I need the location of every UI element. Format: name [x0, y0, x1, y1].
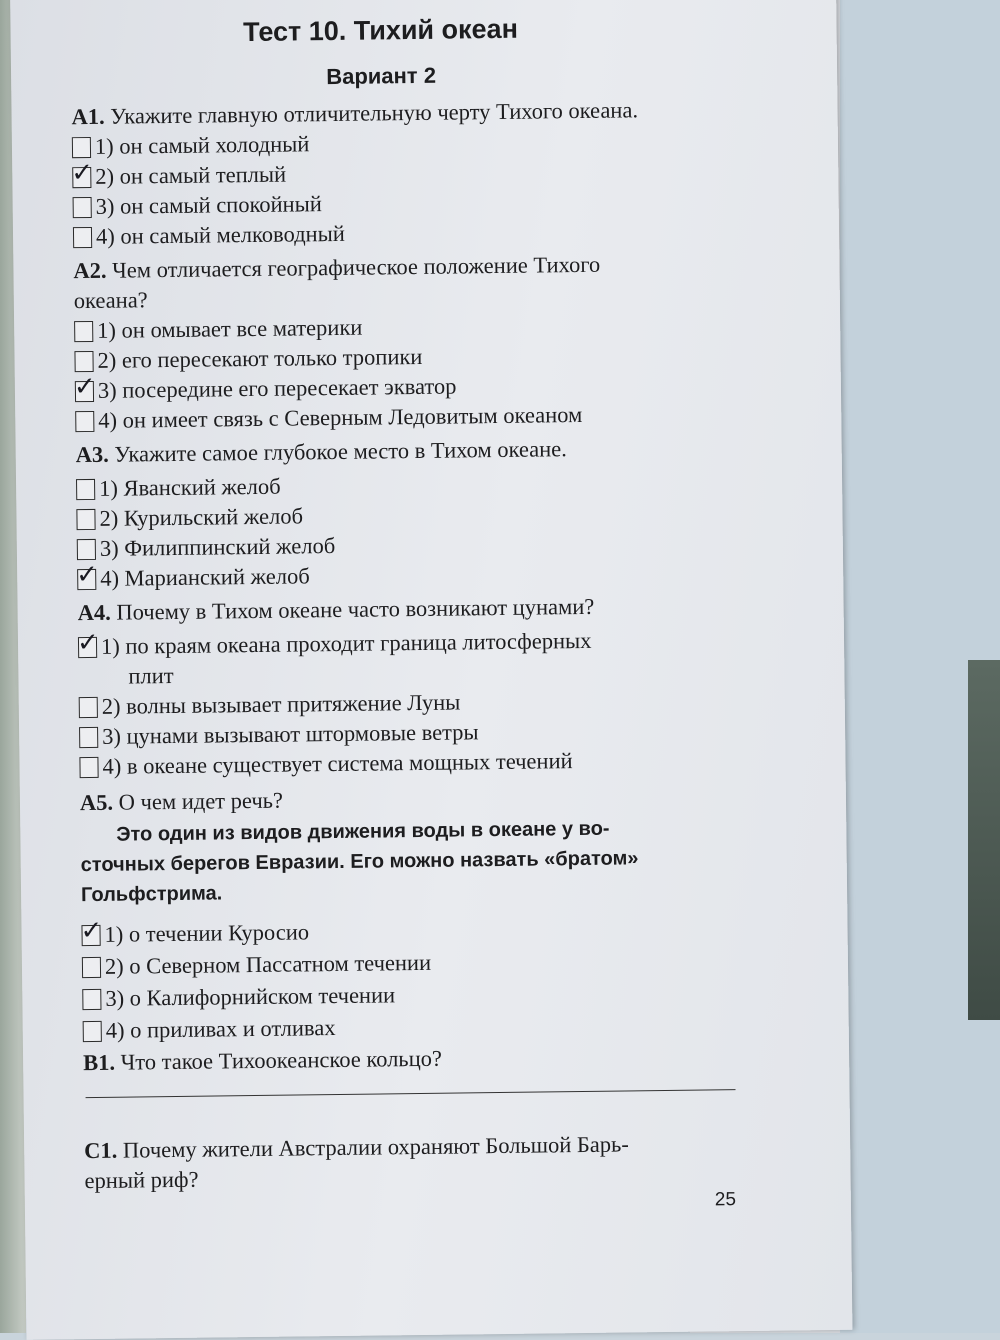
page-number: 25	[714, 1189, 737, 1211]
checkmark-icon: ✓	[75, 559, 99, 590]
checkmark-icon: ✓	[73, 371, 96, 402]
question-a3: А3. Укажите самое глубокое место в Тихом океане.	[75, 436, 567, 468]
option-a1-3[interactable]: 3) он самый спокойный	[73, 189, 322, 222]
checkbox[interactable]	[76, 508, 95, 529]
passage-line-1: Это один из видов движения воды в океане у во-	[116, 817, 610, 846]
option-a4-4[interactable]: 4) в океане существует система мощных течений	[79, 746, 572, 782]
question-a1: А1. Укажите главную отличительную черту Тихого океана.	[71, 97, 639, 130]
checkbox[interactable]	[77, 538, 96, 559]
workbook-page	[10, 0, 852, 1340]
option-a4-2[interactable]: 2) волны вызывает притяжение Луны	[79, 687, 461, 722]
checkbox[interactable]	[76, 478, 95, 499]
checkbox[interactable]	[73, 226, 92, 247]
option-a4-3[interactable]: 3) цунами вызывают штормовые ветры	[79, 717, 479, 752]
option-a4-1-continuation: плит	[128, 662, 174, 689]
checkbox[interactable]	[83, 1020, 102, 1041]
page-title: Тест 10. Тихий океан	[243, 13, 519, 48]
option-a1-4[interactable]: 4) он самый мелководный	[73, 219, 345, 252]
option-a5-1[interactable]: ✓ 1) о течении Куросио	[80, 915, 310, 947]
checkbox-checked[interactable]	[71, 157, 94, 188]
option-a5-3[interactable]: 3) о Калифорнийском течении	[82, 980, 395, 1014]
passage-line-2: сточных берегов Евразии. Его можно назвать «братом»	[80, 847, 639, 877]
option-a1-2[interactable]: ✓ 2) он самый теплый	[71, 157, 287, 189]
question-a5: А5. О чем идет речь?	[79, 787, 284, 816]
checkbox[interactable]	[74, 350, 93, 371]
background-object	[968, 660, 1000, 1020]
question-a4: А4. Почему в Тихом океане часто возникают цунами?	[77, 593, 595, 626]
question-c1: С1. Почему жители Австралии охраняют Большой Барь- ерный риф?	[84, 1131, 629, 1194]
checkbox-checked[interactable]	[76, 627, 99, 658]
checkbox[interactable]	[75, 410, 94, 431]
question-b1: В1. Что такое Тихоокеанское кольцо?	[82, 1045, 443, 1076]
checkbox[interactable]	[82, 988, 101, 1009]
checkmark-icon: ✓	[76, 627, 99, 658]
checkbox[interactable]	[79, 696, 98, 717]
checkbox[interactable]	[79, 726, 98, 747]
answer-line[interactable]	[86, 1089, 736, 1098]
option-a2-3[interactable]: ✓ 3) посередине его пересекает экватор	[73, 371, 457, 403]
option-a3-4[interactable]: ✓ 4) Марианский желоб	[75, 559, 310, 591]
passage-line-3: Гольфстрима.	[80, 882, 223, 907]
option-a2-2[interactable]: 2) его пересекают только тропики	[74, 342, 422, 376]
checkbox[interactable]	[73, 196, 92, 217]
variant-heading: Вариант 2	[326, 62, 437, 90]
option-a2-1[interactable]: 1) он омывает все материки	[74, 313, 363, 347]
checkbox[interactable]	[72, 136, 91, 157]
checkbox-checked[interactable]	[73, 371, 96, 402]
option-a5-2[interactable]: 2) о Северном Пассатном течении	[82, 948, 431, 982]
checkbox[interactable]	[74, 320, 93, 341]
checkmark-icon: ✓	[80, 915, 103, 946]
option-a3-2[interactable]: 2) Курильский желоб	[76, 501, 303, 534]
option-a3-3[interactable]: 3) Филиппинский желоб	[77, 531, 336, 564]
option-a2-4[interactable]: 4) он имеет связь с Северным Ледовитым океаном	[75, 400, 582, 436]
option-a1-1[interactable]: 1) он самый холодный	[72, 129, 310, 162]
checkbox-checked[interactable]	[80, 915, 103, 946]
checkbox[interactable]	[82, 956, 101, 977]
checkbox[interactable]	[79, 756, 98, 777]
question-a2: А2. Чем отличается географическое положение Тихого океана?	[73, 251, 601, 314]
checkmark-icon: ✓	[71, 157, 94, 188]
option-a3-1[interactable]: 1) Яванский желоб	[76, 472, 281, 504]
checkbox-checked[interactable]	[75, 559, 99, 590]
option-a4-1[interactable]: ✓ 1) по краям океана проходит граница литосферных	[76, 627, 592, 659]
option-a5-4[interactable]: 4) о приливах и отливах	[83, 1013, 336, 1046]
